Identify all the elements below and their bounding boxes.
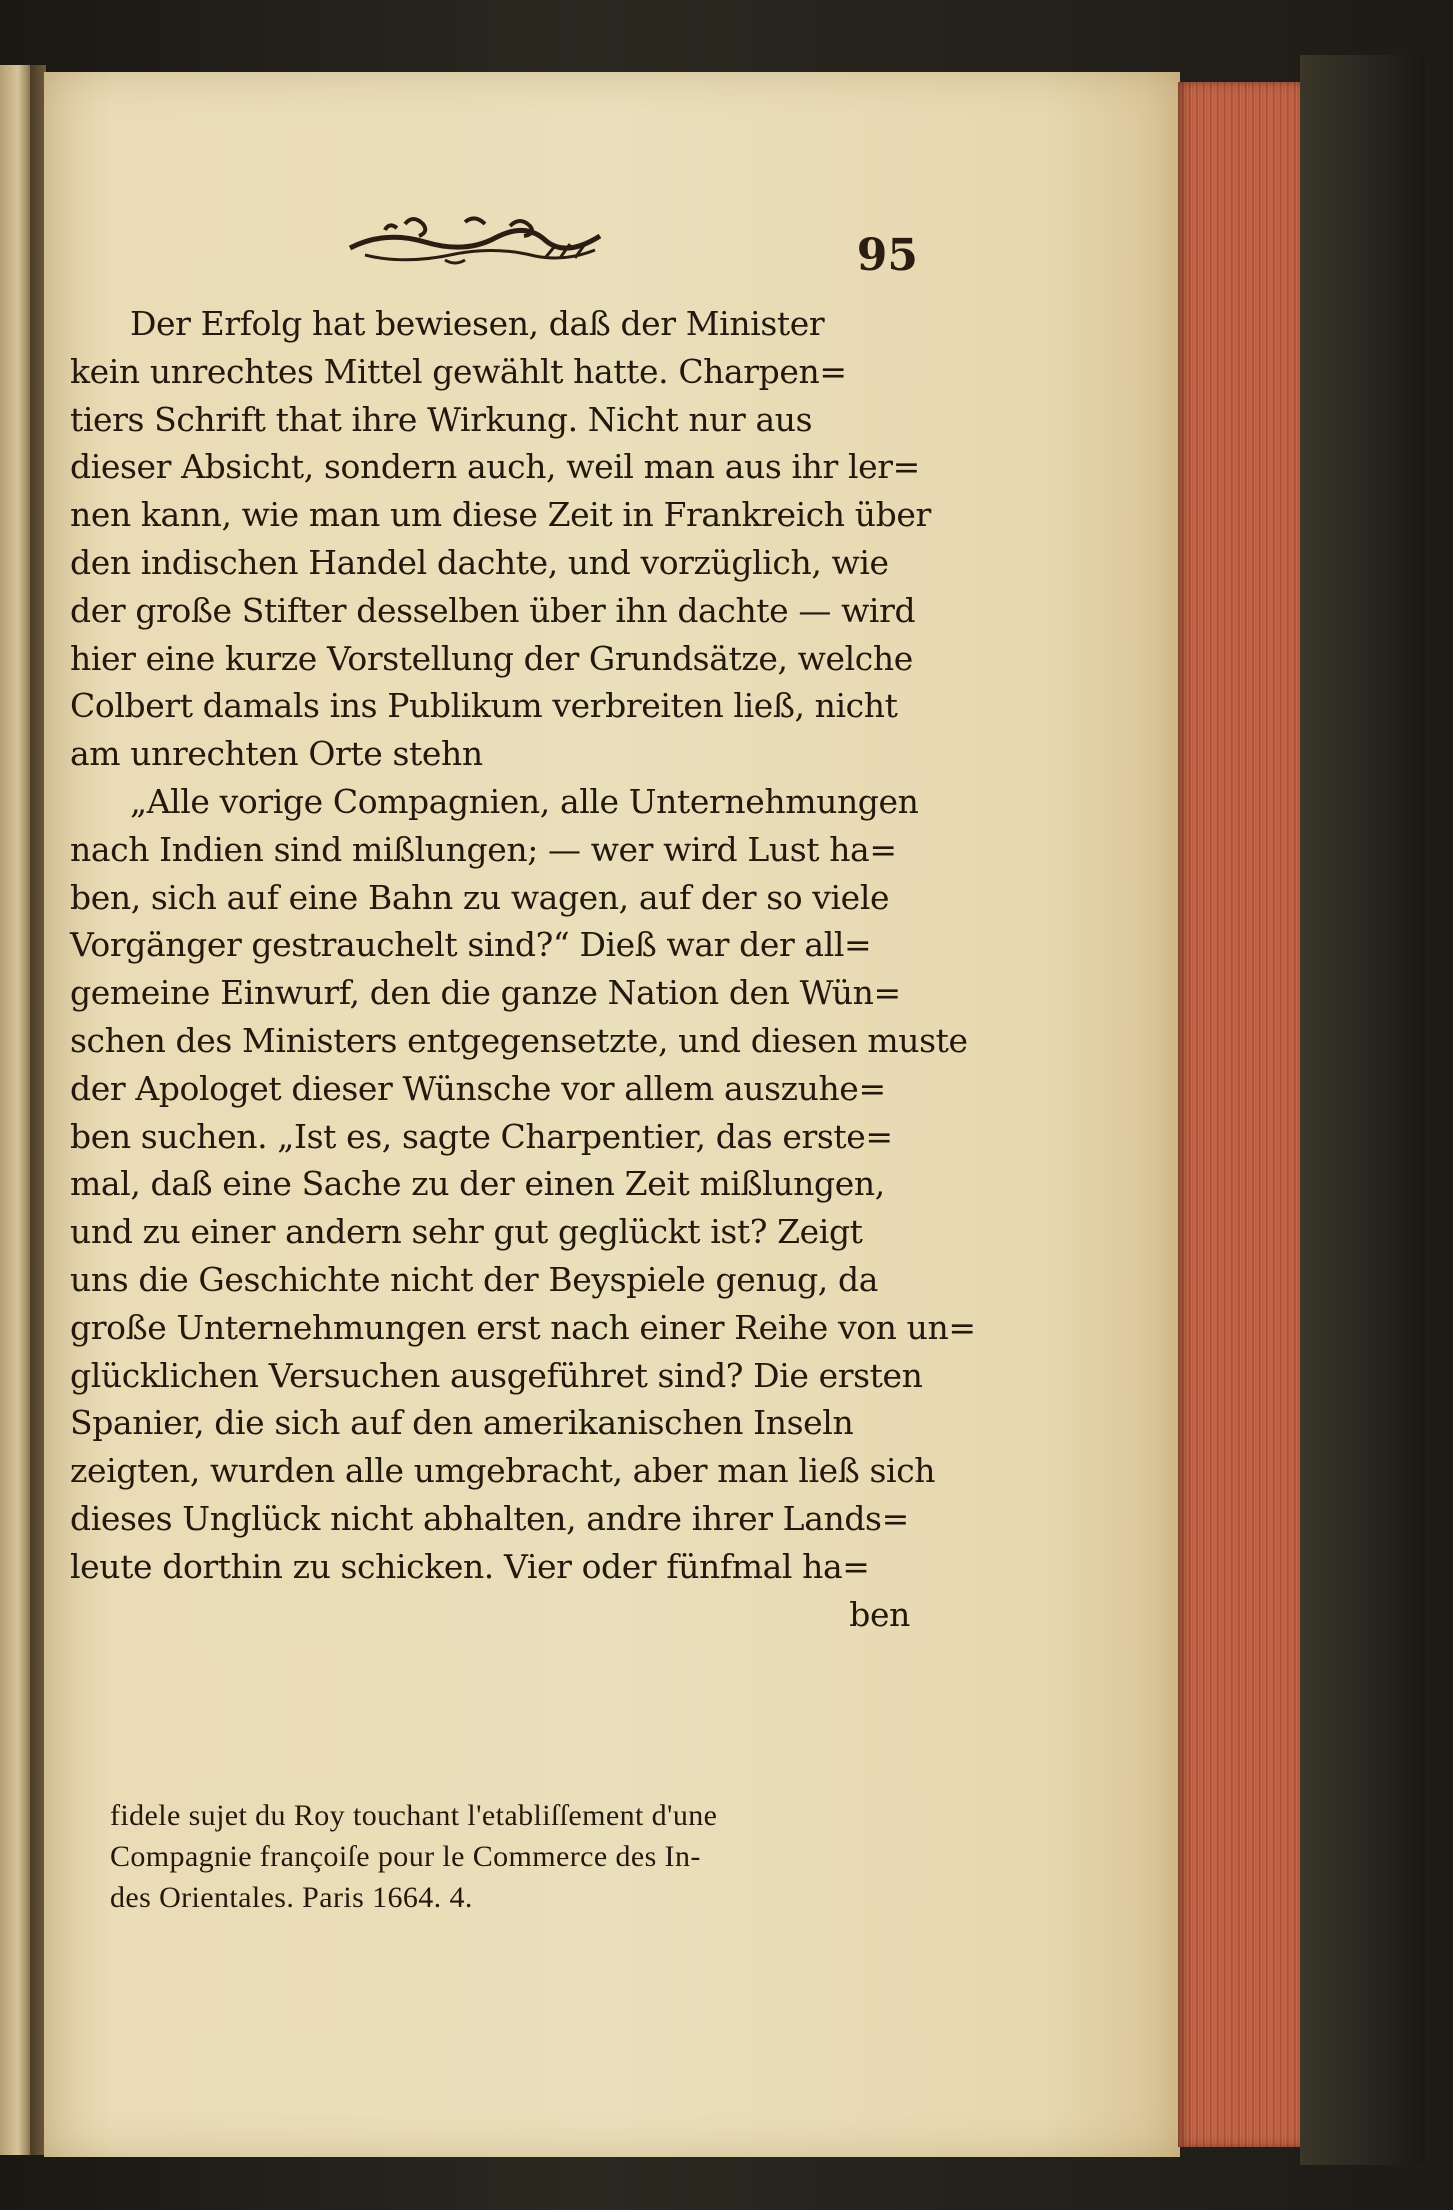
text-line: gemeine Einwurf, den die ganze Nation den Wün= [70, 973, 901, 1013]
text-line: Spanier, die sich auf den amerikanischen Inseln [70, 1403, 854, 1443]
text-line: nen kann, wie man um diese Zeit in Frankreich über [70, 495, 931, 535]
text-line: den indischen Handel dachte, und vorzüglich, wie [70, 542, 889, 582]
footnote-line: Compagnie françoiſe pour le Commerce des In- [110, 1840, 701, 1873]
page-number: 95 [856, 230, 918, 281]
text-line: mal, daß eine Sache zu der einen Zeit mißlungen, [70, 1164, 885, 1204]
text-line: ben suchen. „Ist es, sagte Charpentier, das erste= [70, 1116, 893, 1156]
text-line: tiers Schrift that ihre Wirkung. Nicht nur aus [70, 399, 813, 439]
text-line: leute dorthin zu schicken. Vier oder fünfmal ha= [70, 1546, 870, 1586]
body-text [70, 300, 976, 1638]
text-line: schen des Ministers entgegensetzte, und diesen muste [70, 1020, 968, 1060]
text-line: „Alle vorige Compagnien, alle Unternehmungen [130, 781, 919, 821]
text-line: Der Erfolg hat bewiesen, daß der Minister [130, 304, 825, 343]
footnote-line: des Orientales. Paris 1664. 4. [110, 1881, 473, 1914]
page-block-red-edges [1178, 82, 1300, 2147]
text-line: zeigten, wurden alle umgebracht, aber man ließ sich [70, 1451, 936, 1491]
header-ornament-icon [345, 210, 605, 270]
text-line: dieses Unglück nicht abhalten, andre ihrer Lands= [70, 1498, 909, 1538]
text-line: kein unrechtes Mittel gewählt hatte. Charpen= [70, 351, 847, 391]
text-line: hier eine kurze Vorstellung der Grundsätze, welche [70, 638, 913, 678]
text-line: große Unternehmungen erst nach einer Reihe von un= [70, 1307, 976, 1347]
text-line: der große Stifter desselben über ihn dachte — wird [70, 590, 916, 630]
text-line: glücklichen Versuchen ausgeführet sind? Die ersten [70, 1355, 923, 1395]
footnote-line: fidele sujet du Roy touchant l'etabliſſement d'une [110, 1799, 718, 1832]
text-line: nach Indien sind mißlungen; — wer wird Lust ha= [70, 829, 897, 869]
text-line: ben, sich auf eine Bahn zu wagen, auf der so viele [70, 877, 890, 917]
footnote [110, 1795, 910, 1918]
text-line: und zu einer andern sehr gut geglückt ist? Zeigt [70, 1212, 863, 1252]
text-line: der Apologet dieser Wünsche vor allem auszuhe= [70, 1068, 886, 1108]
text-line: uns die Geschichte nicht der Beyspiele genug, da [70, 1259, 878, 1299]
catchword: ben [849, 1594, 910, 1634]
text-line: Colbert damals ins Publikum verbreiten ließ, nicht [70, 686, 898, 726]
book-cover-edge [1300, 55, 1425, 2165]
text-line: dieser Absicht, sondern auch, weil man aus ihr ler= [70, 447, 920, 487]
text-line: am unrechten Orte stehn [70, 734, 483, 774]
facing-page-edge [0, 65, 30, 2155]
text-line: Vorgänger gestrauchelt sind?“ Dieß war der all= [70, 925, 872, 965]
